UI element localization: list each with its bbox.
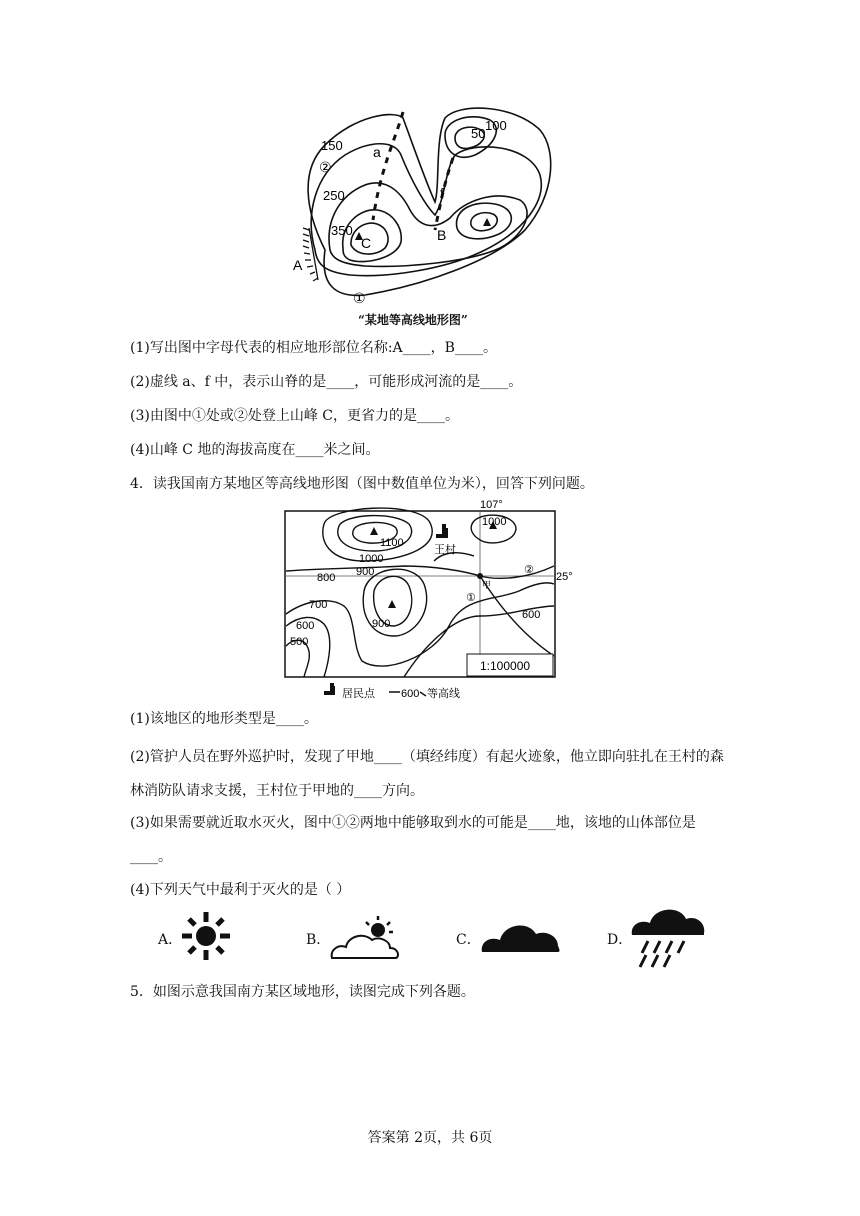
- contour-line: [329, 183, 527, 266]
- cloudy-icon: [480, 918, 562, 954]
- q4-sub1: (1)该地区的地形类型是____。: [130, 711, 318, 727]
- peak-c-label: C: [361, 235, 372, 251]
- sun-icon: [180, 910, 232, 962]
- q4-sub2: (2)管护人员在野外巡护时，发现了甲地____（填经纬度）有起火迹象，他立即向驻扎在王村的森林消防队请求支援，王村位于甲地的____方向。: [130, 749, 724, 799]
- contour-line: [456, 203, 511, 239]
- q3-sub1: (1)写出图中字母代表的相应地形部位名称:A____，B____。: [130, 340, 497, 356]
- contour-label: 900: [372, 618, 391, 630]
- contour-label: 1000: [359, 553, 384, 565]
- peak-icon: [388, 600, 396, 608]
- q3-sub3: (3)由图中①处或②处登上山峰 C，更省力的是____。: [130, 408, 459, 424]
- point-a-label: A: [293, 257, 303, 273]
- longitude-label: 107°: [480, 499, 503, 511]
- contour-label: 1000: [482, 516, 507, 528]
- marker-2: ②: [319, 159, 332, 175]
- contour-line: [471, 213, 497, 231]
- point-jia-label: 甲: [482, 580, 492, 590]
- partly-cloudy-icon: [328, 912, 402, 962]
- q4-sub3: (3)如果需要就近取水灭火，图中①②两地中能够取到水的可能是____地，该地的山体部位是____。: [130, 815, 696, 865]
- option-c-label: C．: [456, 932, 481, 948]
- village-label: 王村: [434, 544, 456, 556]
- point-1-label: ①: [466, 592, 476, 604]
- q3-sub2: (2)虚线 a、f 中，表示山脊的是____，可能形成河流的是____。: [130, 374, 523, 390]
- contour-label: 50: [471, 126, 486, 141]
- legend-residential-icon: [324, 683, 335, 695]
- peak-icon: [370, 527, 378, 535]
- legend-contour-label: 等高线: [427, 688, 460, 700]
- rain-icon: [630, 905, 706, 969]
- dashed-label-f: f: [440, 185, 444, 201]
- point-b-label: B: [437, 227, 447, 243]
- latitude-label: 25°: [556, 571, 573, 583]
- contour-map-2: [284, 496, 574, 702]
- contour-label: 150: [321, 138, 343, 153]
- contour-label: 800: [317, 572, 336, 584]
- legend-residential-label: 居民点: [342, 688, 375, 700]
- contour-label: 250: [323, 188, 345, 203]
- contour-label: 700: [309, 599, 328, 611]
- q4-sub4: (4)下列天气中最利于灭火的是（ ）: [130, 882, 351, 898]
- option-b[interactable]: [306, 929, 330, 949]
- option-a-label: A．: [158, 932, 183, 948]
- option-d[interactable]: [607, 929, 632, 949]
- contour-label: 500: [290, 636, 309, 648]
- contour-label: 900: [356, 566, 375, 578]
- page-footer: 答案第 2页，共 6页: [367, 1130, 493, 1146]
- marker-1: ①: [353, 290, 366, 306]
- village-icon: [436, 524, 448, 538]
- q5-title: 5．如图示意我国南方某区域地形，读图完成下列各题。: [130, 984, 475, 1000]
- point-2-label: ②: [524, 564, 534, 576]
- q4-title: 4．读我国南方某地区等高线地形图（图中数值单位为米），回答下列问题。: [130, 476, 594, 492]
- peak-icon: [483, 218, 491, 226]
- option-d-label: D．: [607, 932, 633, 948]
- option-c[interactable]: [456, 929, 481, 949]
- q3-sub4: (4)山峰 C 地的海拔高度在____米之间。: [130, 442, 380, 458]
- legend-contour-value: 600: [401, 688, 420, 700]
- contour-label: 600: [296, 620, 315, 632]
- contour-label: 100: [485, 118, 507, 133]
- scale-label: 1:100000: [480, 659, 531, 673]
- contour-map-1: [285, 100, 565, 330]
- contour-label: 350: [331, 223, 353, 238]
- contour-label: 1100: [380, 537, 404, 549]
- map1-caption: “某地等高线地形图”: [358, 313, 468, 327]
- option-a[interactable]: [158, 929, 182, 949]
- dashed-line-a: [373, 112, 403, 220]
- option-b-label: B．: [306, 932, 331, 948]
- dashed-label-a: a: [373, 144, 381, 160]
- point-jia: [477, 573, 483, 579]
- contour-label: 600: [522, 609, 541, 621]
